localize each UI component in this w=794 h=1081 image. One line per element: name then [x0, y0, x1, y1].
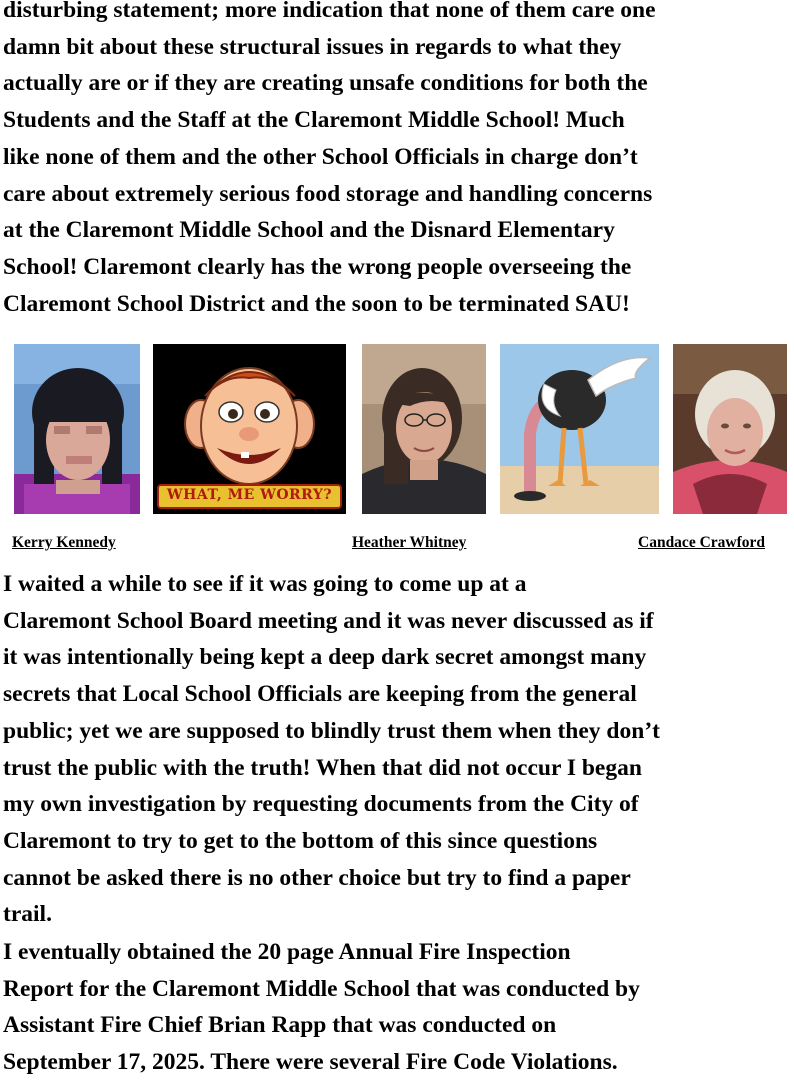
photo-mad-cartoon	[153, 344, 346, 514]
paragraph-3: I eventually obtained the 20 page Annual Fire Inspection Report for the Claremont Middle School that was conducted by Assistant Fire Chief Brian Rapp that was conducted on September 17, 2025. There were several Fire Code Violations.	[3, 939, 640, 1076]
photo-ostrich-cartoon	[500, 344, 659, 514]
photo-candace-crawford	[673, 344, 787, 514]
caption-candace-crawford: Candace Crawford	[638, 534, 765, 551]
photo-heather-whitney	[362, 344, 486, 514]
caption-kerry-kennedy: Kerry Kennedy	[12, 534, 116, 551]
paragraph-2: I waited a while to see if it was going to come up at a Claremont School Board meeting and it was never discussed as if it was intentionally being kept a deep dark secret amongst many secrets that Local School Officials are keeping from the general public; yet we are supposed to blindly trust them when they don’t trust the public with the truth! When that did not occur I began my own investigation by requesting documents from the City of Claremont to try to get to the bottom of this since questions cannot be asked there is no other choice but try to find a paper trail.	[3, 571, 660, 928]
mad-caption-text: WHAT, ME WORRY?	[166, 487, 333, 503]
paragraph-1: disturbing statement; more indication that none of them care one damn bit about these structural issues in regards to what they actually are or if they are creating unsafe conditions for both the Students and the Staff at the Claremont Middle School! Much like none of them and the other School Officials in charge don’t care about extremely serious food storage and handling concerns at the Claremont Middle School and the Disnard Elementary School! Claremont clearly has the wrong people overseeing the Claremont School District and the soon to be terminated SAU!	[3, 0, 656, 317]
caption-heather-whitney: Heather Whitney	[352, 534, 467, 551]
photo-kerry-kennedy	[14, 344, 140, 514]
